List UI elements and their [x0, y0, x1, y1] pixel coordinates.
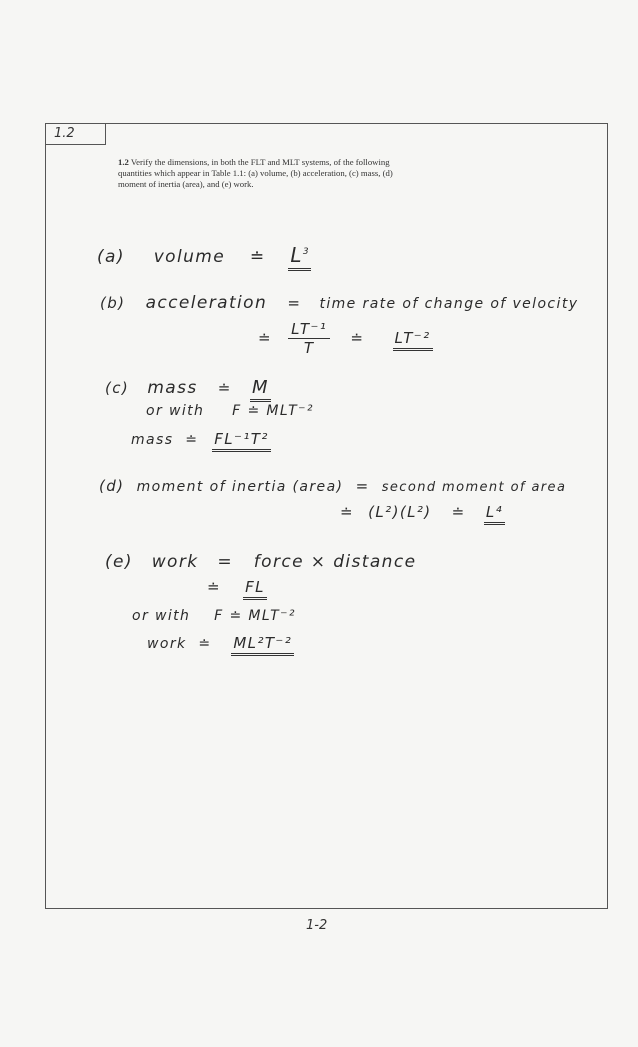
problem-tag — [45, 123, 106, 145]
part-d-eq2: ≐ — [340, 503, 354, 521]
problem-text: Verify the dimensions, in both the FLT and MLT systems, of the following quantities which appear in Table 1.1: (a) volume, (b) acceleration, (c) mass, (d) moment of inertia (area), and (e) work. — [118, 157, 393, 189]
part-c-line2 — [146, 403, 314, 419]
part-e-eq3: ≐ — [198, 636, 212, 652]
part-b-eq3: ≐ — [350, 329, 365, 347]
problem-number: 1.2 — [118, 157, 129, 167]
part-e-line1 — [105, 552, 416, 572]
part-c-or-with: or with — [146, 403, 205, 419]
page-number: 1-2 — [306, 918, 328, 933]
part-b-frac-num: LT⁻¹ — [288, 320, 330, 339]
part-c-result-mlt: M — [250, 377, 271, 402]
part-b-name: acceleration — [145, 293, 268, 313]
part-b-line2 — [258, 320, 433, 357]
part-e-or-with: or with — [132, 608, 191, 624]
part-d-eq: = — [355, 477, 370, 495]
part-c-relation: F ≐ MLT⁻² — [232, 403, 314, 419]
part-e-relation: F ≐ MLT⁻² — [214, 608, 296, 624]
part-d-result: L⁴ — [484, 503, 505, 525]
solution-frame — [45, 123, 608, 909]
part-b-definition: time rate of change of velocity — [319, 296, 579, 312]
part-e-line2 — [207, 578, 267, 596]
problem-tag-label: 1.2 — [54, 126, 75, 141]
part-d-label: (d) — [99, 477, 125, 495]
part-e-name: work — [151, 552, 199, 572]
part-a-line — [97, 243, 311, 267]
part-b-line1 — [100, 293, 578, 313]
part-b-result: LT⁻² — [393, 329, 433, 351]
part-c-name2: mass — [131, 432, 174, 448]
part-b-eq: = — [287, 294, 302, 312]
part-a-label: (a) — [97, 247, 125, 267]
part-c-line3 — [131, 430, 271, 448]
part-e-result-mlt: ML²T⁻² — [231, 634, 294, 656]
part-a-eq: ≐ — [249, 247, 266, 267]
part-d-line2 — [340, 503, 505, 521]
part-e-line3 — [132, 608, 296, 624]
part-b-frac-den: T — [303, 339, 315, 357]
part-e-result-flt: FL — [243, 578, 267, 600]
part-a-result: $L^3$ — [288, 243, 310, 271]
part-e-label: (e) — [105, 552, 133, 572]
part-d-eq3: ≐ — [451, 503, 466, 521]
part-b-label: (b) — [100, 294, 126, 312]
part-e-line4 — [147, 634, 294, 652]
part-e-eq2: ≐ — [207, 578, 221, 596]
part-d-name: moment of inertia (area) — [136, 479, 344, 495]
part-b-fraction — [288, 320, 330, 357]
part-e-eq: = — [217, 552, 233, 572]
part-c-eq2: ≐ — [185, 432, 199, 448]
part-e-definition: force × distance — [253, 552, 417, 572]
part-b-eq2: ≐ — [258, 329, 272, 347]
part-a-name: volume — [153, 247, 226, 267]
part-d-definition: second moment of area — [381, 480, 567, 495]
part-d-expansion: (L²)(L²) — [368, 503, 432, 521]
part-c-label: (c) — [105, 379, 130, 397]
part-c-eq: ≐ — [217, 379, 232, 397]
part-c-line1 — [105, 377, 271, 398]
problem-statement — [118, 157, 418, 189]
part-c-name: mass — [147, 378, 198, 398]
part-d-line1 — [99, 477, 566, 495]
part-c-result-flt: FL⁻¹T² — [212, 430, 271, 452]
part-e-name2: work — [147, 636, 187, 652]
